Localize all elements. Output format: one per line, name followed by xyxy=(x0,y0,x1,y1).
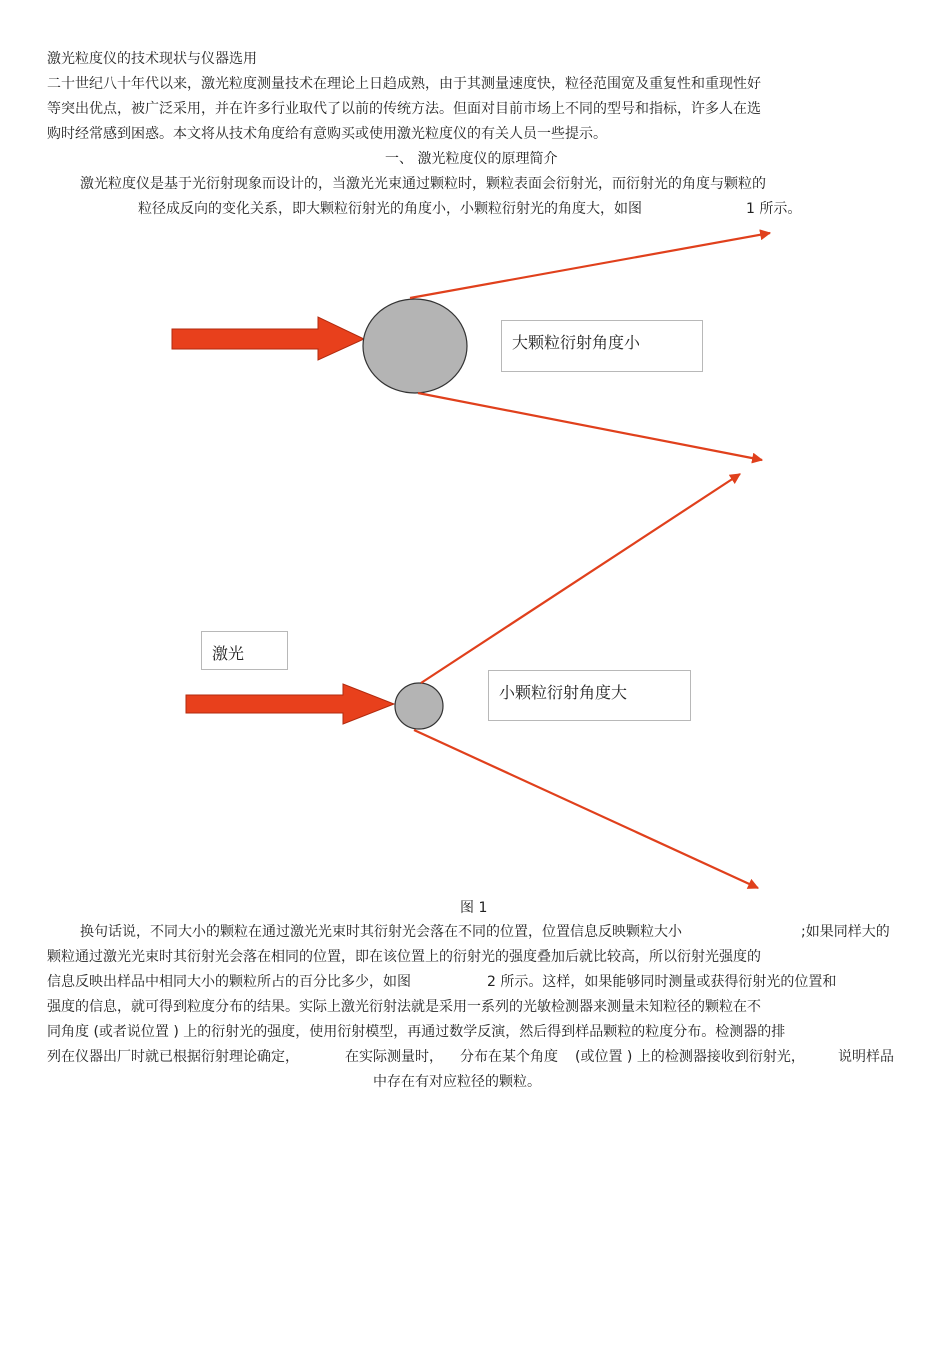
intro-line-3: 购时经常感到困惑。本文将从技术角度给有意购买或使用激光粒度仪的有关人员一些提示。 xyxy=(47,126,607,142)
principle-line-3: 1 所示。 xyxy=(746,201,802,217)
large-particle xyxy=(363,299,467,393)
laser-label: 激光 xyxy=(212,644,245,663)
body-line-1a: 换句话说，不同大小的颗粒在通过激光光束时其衍射光会落在不同的位置，位置信息反映颗粒大小 xyxy=(80,924,682,940)
laser-arrow-bottom xyxy=(186,684,394,724)
principle-line-1: 激光粒度仪是基于光衍射现象而设计的，当激光光束通过颗粒时，颗粒表面会衍射光，而衍射光的角度与颗粒的 xyxy=(80,176,766,192)
principle-line-2: 粒径成反向的变化关系，即大颗粒衍射光的角度小，小颗粒衍射光的角度大，如图 xyxy=(138,201,642,217)
small-ray-lower xyxy=(414,730,758,888)
body-line-4: 强度的信息，就可得到粒度分布的结果。实际上激光衍射法就是采用一系列的光敏检测器来测量未知粒径的颗粒在不 xyxy=(47,999,761,1015)
large-ray-lower xyxy=(418,393,762,460)
document-title: 激光粒度仪的技术现状与仪器选用 xyxy=(47,51,257,67)
laser-arrow-top xyxy=(172,317,364,360)
intro-line-2: 等突出优点，被广泛采用，并在许多行业取代了以前的传统方法。但面对目前市场上不同的型号和指标，许多人在选 xyxy=(47,101,761,117)
body-line-6b: 在实际测量时， xyxy=(345,1049,443,1065)
body-line-3b: 2 所示。这样，如果能够同时测量或获得衍射光的位置和 xyxy=(487,974,837,990)
intro-line-1: 二十世纪八十年代以来，激光粒度测量技术在理论上日趋成熟，由于其测量速度快，粒径范围宽及重复性和重现性好 xyxy=(47,76,761,92)
small-particle xyxy=(395,683,443,729)
figure-caption: 图 1 xyxy=(460,900,488,916)
body-line-3a: 信息反映出样品中相同大小的颗粒所占的百分比多少，如图 xyxy=(47,974,411,990)
body-line-7: 中存在有对应粒径的颗粒。 xyxy=(373,1074,541,1090)
section-heading: 一、 激光粒度仪的原理简介 xyxy=(385,151,558,167)
body-line-6e: 说明样品 xyxy=(838,1049,894,1065)
body-line-6a: 列在仪器出厂时就已根据衍射理论确定， xyxy=(47,1049,299,1065)
small-ray-upper xyxy=(421,474,740,683)
body-line-2: 颗粒通过激光光束时其衍射光会落在相同的位置，即在该位置上的衍射光的强度叠加后就比较高，所以衍射光强度的 xyxy=(47,949,761,965)
large-ray-upper xyxy=(410,233,770,298)
small-particle-label: 小颗粒衍射角度大 xyxy=(499,683,628,702)
large-particle-label-box xyxy=(501,320,703,372)
laser-label-box xyxy=(201,631,288,670)
body-line-5: 同角度 (或者说位置 ) 上的衍射光的强度，使用衍射模型，再通过数学反演，然后得到样品颗粒的粒度分布。检测器的排 xyxy=(47,1024,786,1040)
body-line-1b: ;如果同样大的 xyxy=(801,924,890,940)
body-line-6c: 分布在某个角度 xyxy=(460,1049,558,1065)
body-line-6d: (或位置 ) 上的检测器接收到衍射光， xyxy=(575,1049,805,1065)
large-particle-label: 大颗粒衍射角度小 xyxy=(512,333,641,352)
small-particle-label-box xyxy=(488,670,691,721)
